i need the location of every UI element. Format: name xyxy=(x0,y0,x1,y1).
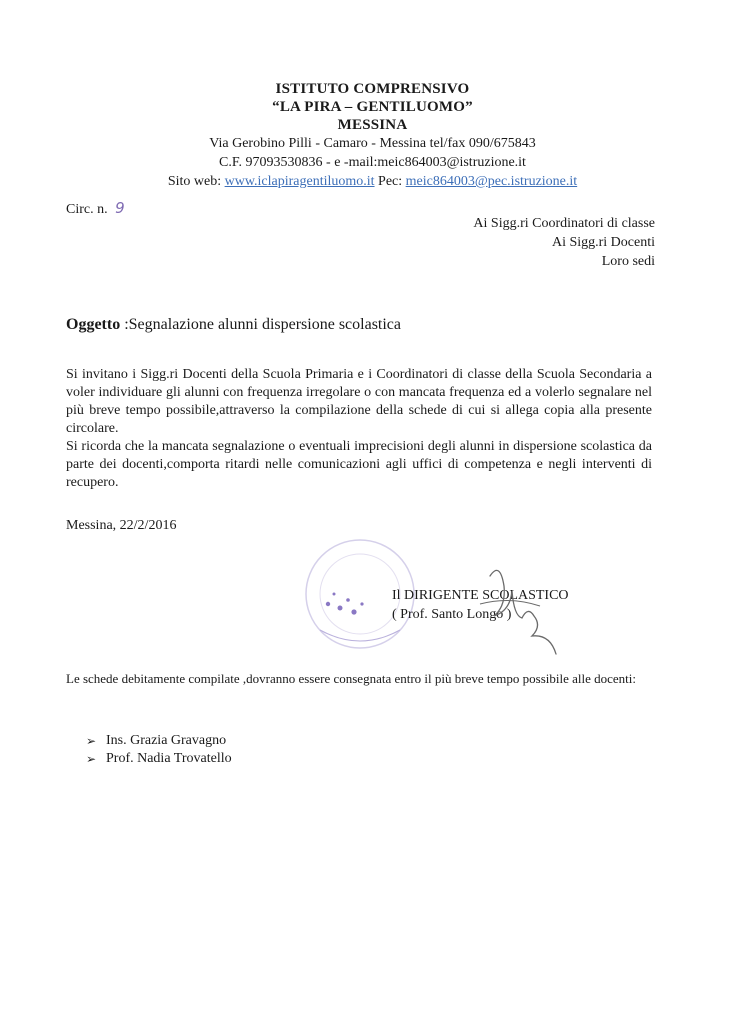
subject-line xyxy=(66,316,401,334)
contact-list xyxy=(86,732,232,768)
subject-text: :Segnalazione alunni dispersione scolastica xyxy=(120,316,402,333)
institute-address: Via Gerobino Pilli - Camaro - Messina tel/fax 090/675843 xyxy=(209,136,536,151)
list-item xyxy=(86,732,232,750)
institute-web-line xyxy=(0,172,745,191)
contact-name: Prof. Nadia Trovatello xyxy=(106,751,232,766)
signatory-title: Il DIRIGENTE SCOLASTICO xyxy=(392,588,569,603)
body-paragraph-2: Si ricorda che la mancata segnalazione o eventuali imprecisioni degli alunni in dispersione scolastica da parte dei docenti,comporta ritardi nelle comunicazioni agli uffici di competenza e negli interventi di recupero. xyxy=(66,439,652,490)
arrow-bullet-icon: ➢ xyxy=(86,752,97,766)
recipient-line: Ai Sigg.ri Docenti xyxy=(551,235,655,250)
subject-label: Oggetto xyxy=(66,316,121,333)
handwritten-signature-icon xyxy=(470,556,570,666)
recipients-block xyxy=(473,214,655,271)
institute-subname: “LA PIRA – GENTILUOMO” xyxy=(272,99,473,115)
arrow-bullet-icon: ➢ xyxy=(86,734,97,748)
circular-number xyxy=(66,199,125,218)
body-text xyxy=(66,366,652,492)
recipient-line: Ai Sigg.ri Coordinatori di classe xyxy=(473,216,655,231)
recipient-line: Loro sedi xyxy=(601,254,655,269)
contact-name: Ins. Grazia Gravagno xyxy=(106,733,227,748)
body-paragraph-1: Si invitano i Sigg.ri Docenti della Scuola Primaria e i Coordinatori di classe della Scuola Secondaria a voler individuare gli alunni con frequenza irregolare o con mancata frequenza ed a volerlo segnalare nel più breve tempo possibile,attraverso la compilazione della schede di cui si allega copia alla presente circolare. xyxy=(66,367,652,436)
pec-label: Pec: xyxy=(374,174,406,189)
list-item xyxy=(86,750,232,768)
letter-date: Messina, 22/2/2016 xyxy=(66,518,177,533)
pec-link[interactable]: meic864003@pec.istruzione.it xyxy=(405,174,578,189)
site-link[interactable]: www.iclapiragentiluomo.it xyxy=(224,174,375,189)
circular-handwritten-number: 9 xyxy=(115,199,125,217)
closing-note: Le schede debitamente compilate ,dovranno essere consegnata entro il più breve tempo possibile alle docenti: xyxy=(66,671,636,686)
letterhead xyxy=(0,80,745,191)
circular-label: Circ. n. xyxy=(66,202,108,217)
institute-name: ISTITUTO COMPRENSIVO xyxy=(275,81,470,97)
site-label: Sito web: xyxy=(167,174,225,189)
institute-city: MESSINA xyxy=(337,117,408,133)
signatory-name: ( Prof. Santo Longo ) xyxy=(392,607,512,622)
institute-cf-email: C.F. 97093530836 - e -mail:meic864003@istruzione.it xyxy=(219,155,526,170)
